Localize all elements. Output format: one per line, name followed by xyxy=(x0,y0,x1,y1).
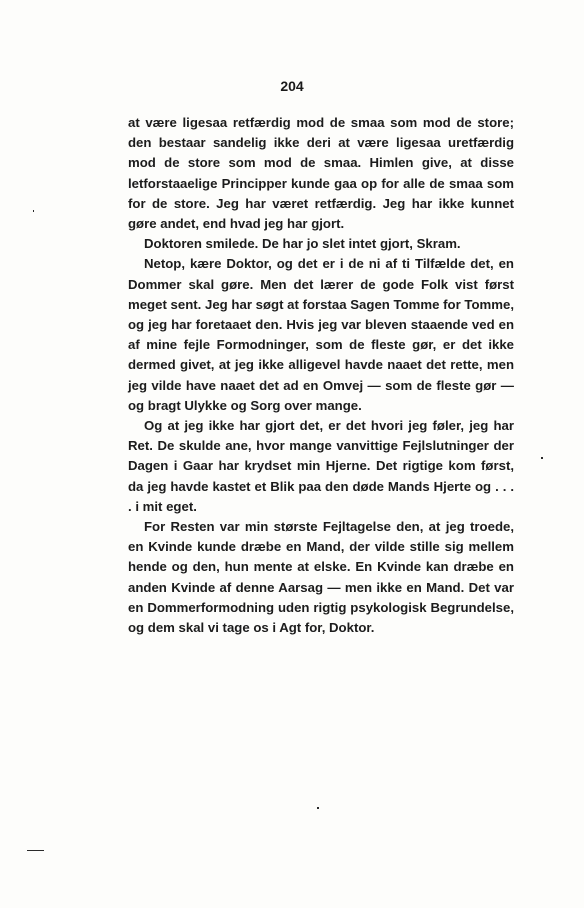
scan-dash xyxy=(27,850,44,851)
body-text xyxy=(128,113,514,638)
scan-speck xyxy=(317,807,319,809)
scan-speck xyxy=(541,457,543,459)
paragraph: For Resten var min største Fejltagelse den, at jeg troede, en Kvinde kunde dræbe en Mand, der vilde stille sig mellem hende og den, hun mente at elske. En Kvinde kan dræbe en anden Kvinde af denne Aarsag — men ikke en Mand. Det var en Dommerformodning uden rigtig psykologisk Begrundelse, og dem skal vi tage os i Agt for, Doktor. xyxy=(128,519,514,636)
scan-speck xyxy=(33,210,34,212)
paragraph: Doktoren smilede. De har jo slet intet gjort, Skram. xyxy=(144,236,461,252)
paragraph: Og at jeg ikke har gjort det, er det hvori jeg føler, jeg har Ret. De skulde ane, hvor mange vanvittige Fejlslutninger der Dagen i Gaar har krydset min Hjerne. Det rigtige kom først, da jeg havde kastet et Blik paa den døde Mands Hjerte og . . . . i mit eget. xyxy=(128,418,514,514)
paragraph: at være ligesaa retfærdig mod de smaa som mod de store; den bestaar sandelig ikke deri at være ligesaa uretfærdig mod de store som mod de smaa. Himlen give, at disse letforstaaelige Principper kunde gaa op for alle de smaa som for de store. Jeg har været retfærdig. Jeg har ikke kunnet gøre andet, end hvad jeg har gjort. xyxy=(128,115,514,232)
page-number: 204 xyxy=(280,78,304,94)
paragraph: Netop, kære Doktor, og det er i de ni af ti Tilfælde det, en Dommer skal gøre. Men det lærer de gode Folk vist først meget sent. Jeg har søgt at forstaa Sagen Tomme for Tomme, og jeg har foretaaet den. Hvis jeg var bleven staaende ved en af mine fejle Formodninger, som de fleste gør, er det ikke dermed givet, at jeg ikke alligevel havde naaet det rette, men jeg vilde have naaet det ad en Omvej — som de fleste gør — og bragt Ulykke og Sorg over mange. xyxy=(128,256,514,413)
